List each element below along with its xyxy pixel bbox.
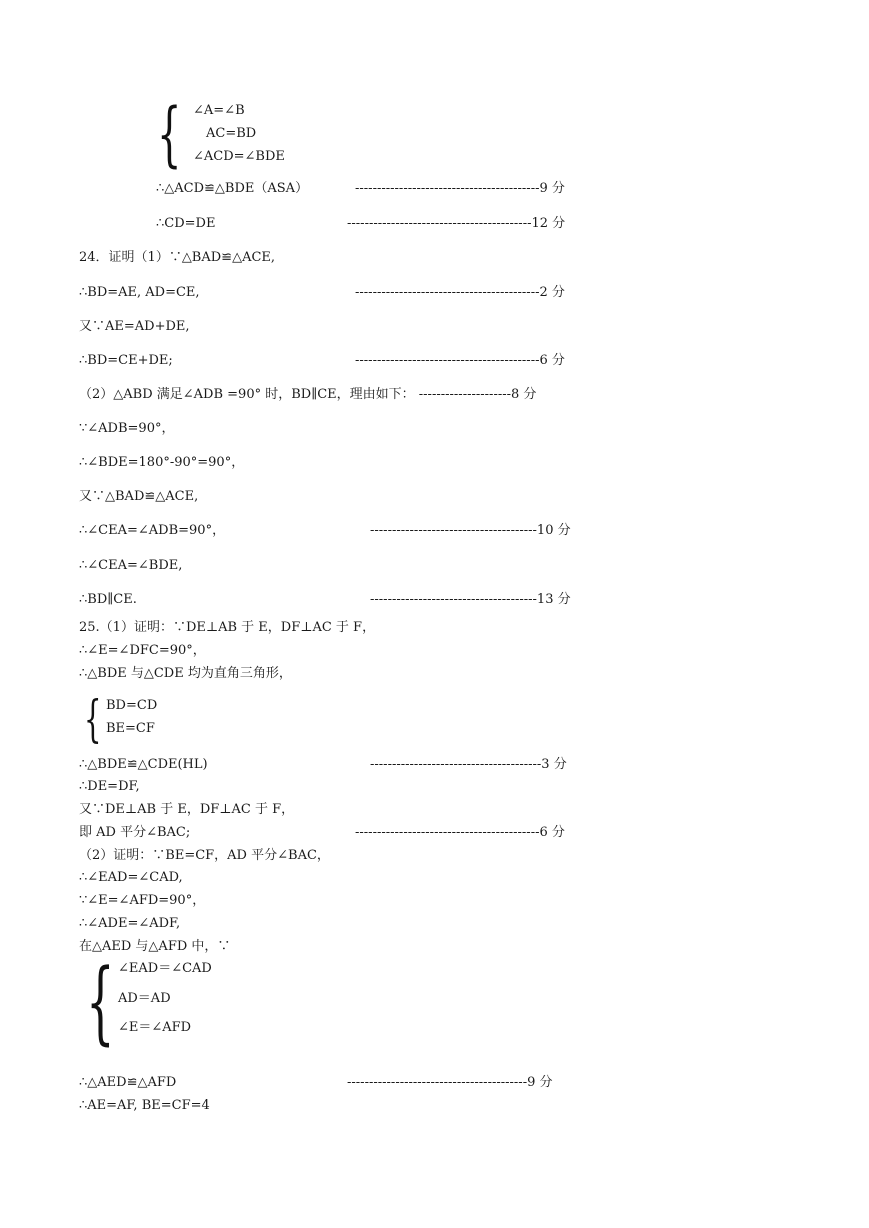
proof-line: 在△AED 与△AFD 中，∵: [79, 939, 231, 954]
proof-line: ∴△BDE 与△CDE 均为直角三角形，: [79, 666, 292, 681]
system-line: ∠EAD＝∠CAD: [118, 961, 212, 976]
proof-line: （2）△ABD 满足∠ADB =90° 时，BD∥CE，理由如下： ---------------------8 分: [79, 387, 537, 402]
proof-line: ∴△AED≌△AFD: [79, 1075, 177, 1090]
proof-line: ∴BD=CE+DE;: [79, 353, 173, 368]
score-marker: -----------------------------------------9 分: [347, 1075, 553, 1090]
proof-line: ∴∠EAD=∠CAD,: [79, 870, 183, 885]
proof-line: ∴△BDE≌△CDE(HL): [79, 757, 208, 772]
system-line: AD＝AD: [118, 991, 171, 1006]
system-line: BE=CF: [106, 721, 155, 736]
score-marker: ------------------------------------------6 分: [355, 825, 565, 840]
proof-line: ∴DE=DF,: [79, 779, 140, 794]
proof-line: ∵∠E=∠AFD=90°，: [79, 893, 206, 908]
brace-icon: {: [84, 690, 102, 748]
proof-line: ∴∠E=∠DFC=90°，: [79, 643, 206, 658]
score-marker: ------------------------------------------6 分: [355, 353, 565, 368]
system-line: BD=CD: [106, 698, 158, 713]
proof-line: ∴CD=DE: [156, 216, 216, 231]
brace-icon: {: [86, 950, 115, 1055]
proof-line: 又∵△BAD≌△ACE,: [79, 489, 199, 504]
proof-line: ∴AE=AF, BE=CF=4: [79, 1098, 210, 1113]
question-title: 25.（1）证明：∵DE⊥AB 于 E，DF⊥AC 于 F，: [79, 620, 376, 635]
proof-line: ∴∠BDE=180°-90°=90°，: [79, 455, 245, 470]
brace-icon: {: [157, 93, 182, 175]
score-marker: ---------------------------------------3 分: [370, 757, 567, 772]
proof-line: 又∵AE=AD+DE,: [79, 319, 190, 334]
proof-line: ∴∠CEA=∠BDE,: [79, 558, 183, 573]
question-title: 24．证明（1）∵△BAD≌△ACE,: [79, 250, 276, 265]
proof-line: 即 AD 平分∠BAC;: [79, 825, 191, 840]
system-line: ∠ACD=∠BDE: [193, 149, 285, 164]
proof-line: ∴BD=AE, AD=CE,: [79, 285, 200, 300]
proof-line: ∴BD∥CE.: [79, 592, 137, 607]
system-line: ∠E＝∠AFD: [118, 1020, 192, 1035]
proof-line: ∴∠ADE=∠ADF,: [79, 916, 181, 931]
proof-line: ∴∠CEA=∠ADB=90°，: [79, 523, 226, 538]
proof-line: （2）证明：∵BE=CF，AD 平分∠BAC，: [79, 848, 330, 863]
score-marker: ------------------------------------------9 分: [355, 181, 565, 196]
score-marker: ------------------------------------------2 分: [355, 285, 565, 300]
score-marker: --------------------------------------13 分: [370, 592, 571, 607]
system-line: AC=BD: [206, 126, 257, 141]
proof-line: ∴△ACD≌△BDE（ASA）: [156, 181, 309, 196]
proof-line: 又∵DE⊥AB 于 E，DF⊥AC 于 F，: [79, 802, 295, 817]
proof-line: ∵∠ADB=90°，: [79, 421, 175, 436]
system-line: ∠A=∠B: [193, 103, 245, 118]
score-marker: --------------------------------------10 分: [370, 523, 571, 538]
score-marker: ------------------------------------------12 分: [347, 216, 566, 231]
